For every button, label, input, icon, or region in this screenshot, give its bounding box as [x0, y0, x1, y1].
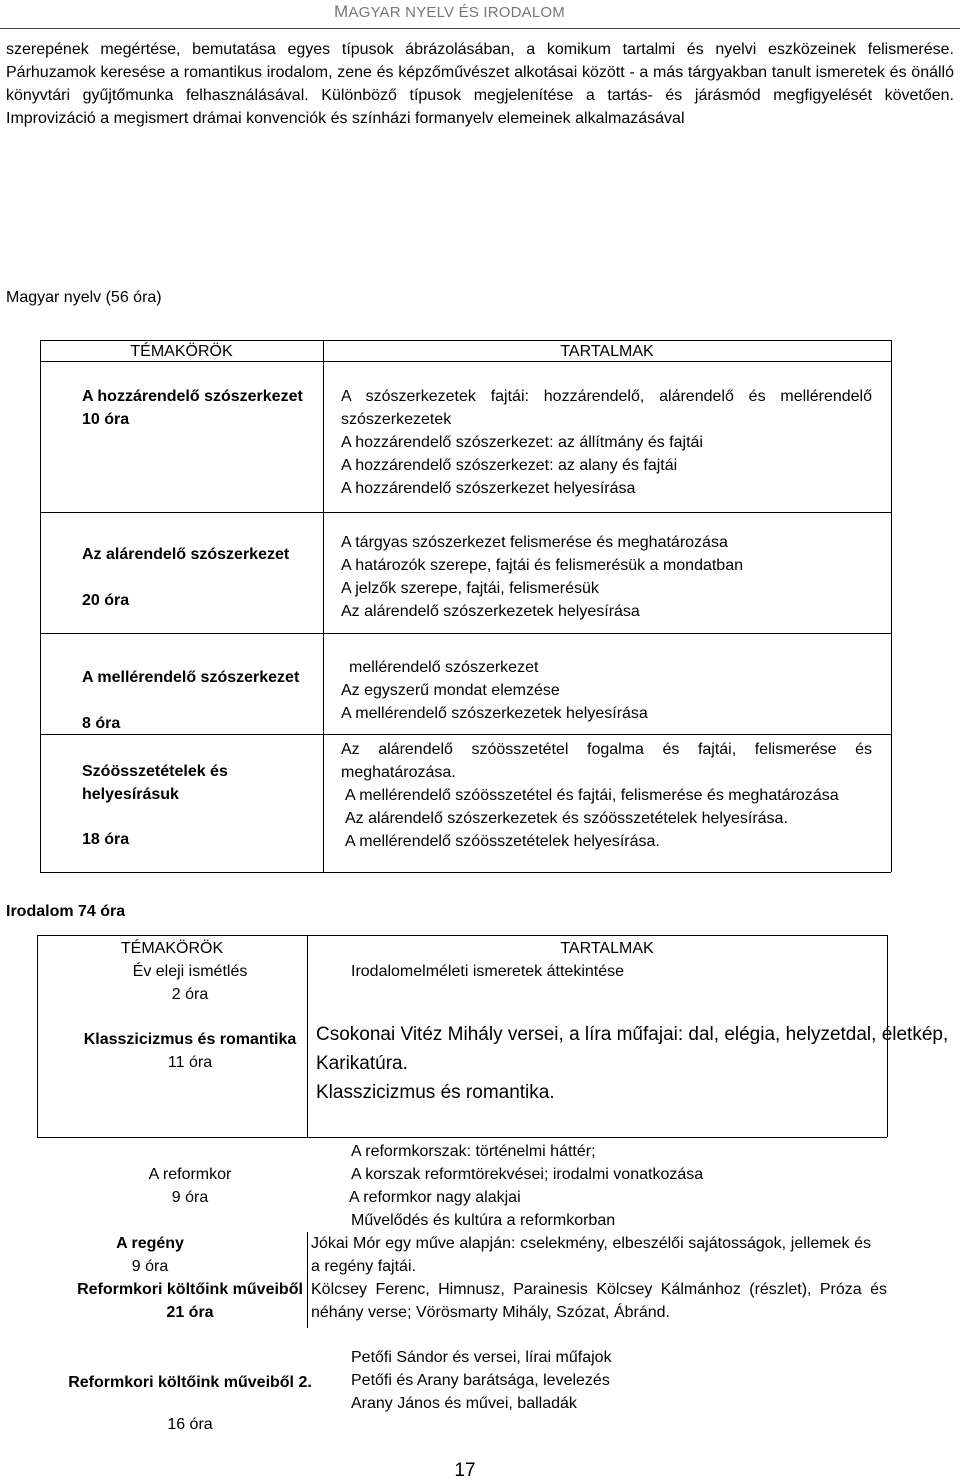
- table-row-topic: [82, 385, 323, 431]
- intro-text: szerepének megértése, bemutatása egyes típusok ábrázolásában, a komikum tartalmi és nyelvi eszközeinek felismerése. Párhuzamok keresése a romantikus irodalom, zene és képzőművészet alkotásai között - a más tárgyakban tanult ismeretek és önálló könyvtári gyűjtőmunka felhasználásával. Különböző típusok megjelenítése a tartás- és járásmód megfigyelését követően. Improvizáció a megismert drámai konvenciók és színházi formanyelv elemeinek alkalmazásával: [6, 41, 954, 127]
- content-line: A mellérendelő szószerkezetek helyesírása: [341, 705, 648, 722]
- table-row-rule: [40, 633, 891, 634]
- section-title-irodalom: Irodalom 74 óra: [6, 903, 126, 920]
- content-line: Az alárendelő szóösszetétel fogalma és fajtái, felismerése és meghatározása.: [341, 741, 872, 781]
- topic-title: A hozzárendelő szószerkezet: [82, 388, 303, 405]
- intro-paragraph: [6, 38, 954, 130]
- content-line: Az alárendelő szószerkezetek és szóösszetételek helyesírása.: [345, 810, 788, 827]
- content-line: A reformkorszak: történelmi háttér;: [351, 1143, 596, 1160]
- content-line: Jókai Mór egy műve alapján: cselekmény, elbeszélői sajátosságok, jellemek és a regény fajtái.: [311, 1235, 871, 1275]
- topic-hours: 9 óra: [131, 1258, 169, 1275]
- content-line: A jelzők szerepe, fajtái, felismerésük: [341, 580, 599, 597]
- table-row-rule: [40, 512, 891, 513]
- table-row-content: [349, 1140, 909, 1232]
- topic-hours: 8 óra: [82, 715, 121, 732]
- content-line: A reformkor nagy alakjai: [349, 1189, 521, 1206]
- content-line: Klasszicizmus és romantika.: [316, 1082, 555, 1103]
- topic-hours: 9 óra: [171, 1189, 209, 1206]
- table-border-left: [40, 340, 41, 872]
- topic-title: Reformkori költőink műveiből: [77, 1281, 303, 1298]
- table-row-content: [341, 385, 872, 500]
- table-row-topic: [82, 655, 323, 747]
- table-row-content: [311, 1278, 887, 1324]
- section-title-magyar-nyelv: Magyar nyelv (56 óra): [6, 289, 162, 306]
- content-line: Petőfi Sándor és versei, lírai műfajok: [351, 1349, 612, 1366]
- header-rule: [0, 28, 960, 29]
- topic-title: A regény: [116, 1235, 184, 1252]
- table-row-content: [351, 960, 911, 983]
- topic-title: Szóösszetételek és helyesírásuk: [82, 763, 228, 803]
- content-line: Az egyszerű mondat elemzése: [341, 682, 560, 699]
- content-line: A hozzárendelő szószerkezet: az állítmány és fajtái: [341, 434, 703, 451]
- table-row-topic: [37, 1362, 343, 1446]
- page-number: 17: [454, 1460, 476, 1481]
- content-line: A hozzárendelő szószerkezet: az alany és fajtái: [341, 457, 678, 474]
- content-line: A hozzárendelő szószerkezet helyesírása: [341, 480, 636, 497]
- content-line: A korszak reformtörekvései; irodalmi vonatkozása: [351, 1166, 704, 1183]
- table-border-bottom: [40, 872, 891, 873]
- topic-hours: 21 óra: [166, 1304, 214, 1321]
- content-line: A szószerkezetek fajtái: hozzárendelő, alárendelő és mellérendelő szószerkezetek: [341, 388, 872, 428]
- topic-hours: 10 óra: [82, 411, 130, 428]
- content-line: Irodalomelméleti ismeretek áttekintése: [351, 963, 625, 980]
- topic-hours: 16 óra: [167, 1416, 213, 1433]
- content-line: Csokonai Vitéz Mihály versei, a líra műfajai: dal, elégia, helyzetdal, életkép, Karikatúra.: [316, 1024, 949, 1074]
- content-line: Az alárendelő szószerkezetek helyesírása: [341, 603, 640, 620]
- table-border-right: [891, 340, 892, 872]
- column-header-temakorok: TÉMAKÖRÖK: [130, 343, 233, 360]
- table-row-content: [316, 1020, 960, 1107]
- table-row-content: [311, 1232, 871, 1278]
- topic-title: Klasszicizmus és romantika: [83, 1031, 297, 1048]
- topic-hours: 18 óra: [82, 831, 130, 848]
- topic-title: A reformkor: [148, 1166, 232, 1183]
- running-header: MAGYAR NYELV ÉS IRODALOM: [334, 2, 565, 21]
- content-line: mellérendelő szószerkezet: [349, 659, 539, 676]
- topic-title: Év eleji ismétlés: [132, 963, 248, 980]
- content-line: Arany János és művei, balladák: [351, 1395, 577, 1412]
- topic-hours: 20 óra: [82, 592, 130, 609]
- column-header-tartalmak: TARTALMAK: [560, 940, 654, 957]
- topic-title: Az alárendelő szószerkezet: [82, 546, 290, 563]
- topic-title: Reformkori költőink műveiből 2.: [68, 1374, 312, 1391]
- content-line: A mellérendelő szóösszetételek helyesírása.: [345, 833, 660, 850]
- content-line: Kölcsey Ferenc, Himnusz, Parainesis Kölcsey Kálmánhoz (részlet), Próza és néhány verse; Vörösmarty Mihály, Szózat, Ábránd.: [311, 1281, 887, 1321]
- topic-title: A mellérendelő szószerkezet: [82, 669, 300, 686]
- table-row-content: [341, 656, 872, 725]
- table-row-topic: [82, 532, 323, 624]
- table-row-content: [341, 738, 872, 853]
- topic-hours: 11 óra: [167, 1054, 213, 1071]
- table-row-topic: [37, 1278, 343, 1324]
- content-line: A tárgyas szószerkezet felismerése és meghatározása: [341, 534, 728, 551]
- table-row-topic: [37, 1163, 343, 1209]
- table-row-topic: [37, 960, 343, 1006]
- column-header-temakorok: TÉMAKÖRÖK: [120, 940, 224, 957]
- table-row-topic: [82, 760, 323, 851]
- table-row-topic: [37, 1028, 343, 1074]
- content-line: Petőfi és Arany barátsága, levelezés: [351, 1372, 610, 1389]
- topic-hours: 2 óra: [171, 986, 209, 1003]
- column-header-tartalmak: TARTALMAK: [560, 343, 654, 360]
- table-row-content: [341, 531, 872, 623]
- content-line: Művelődés és kultúra a reformkorban: [351, 1212, 616, 1229]
- table-column-divider: [323, 340, 324, 872]
- content-line: A határozók szerepe, fajtái és felismerésük a mondatban: [341, 557, 743, 574]
- table-row-topic: [37, 1232, 263, 1278]
- table-border-top: [37, 935, 887, 936]
- content-line: A mellérendelő szóösszetétel és fajtái, felismerése és meghatározása: [345, 787, 839, 804]
- table-row-content: [351, 1346, 911, 1415]
- table-row-rule: [37, 1137, 887, 1138]
